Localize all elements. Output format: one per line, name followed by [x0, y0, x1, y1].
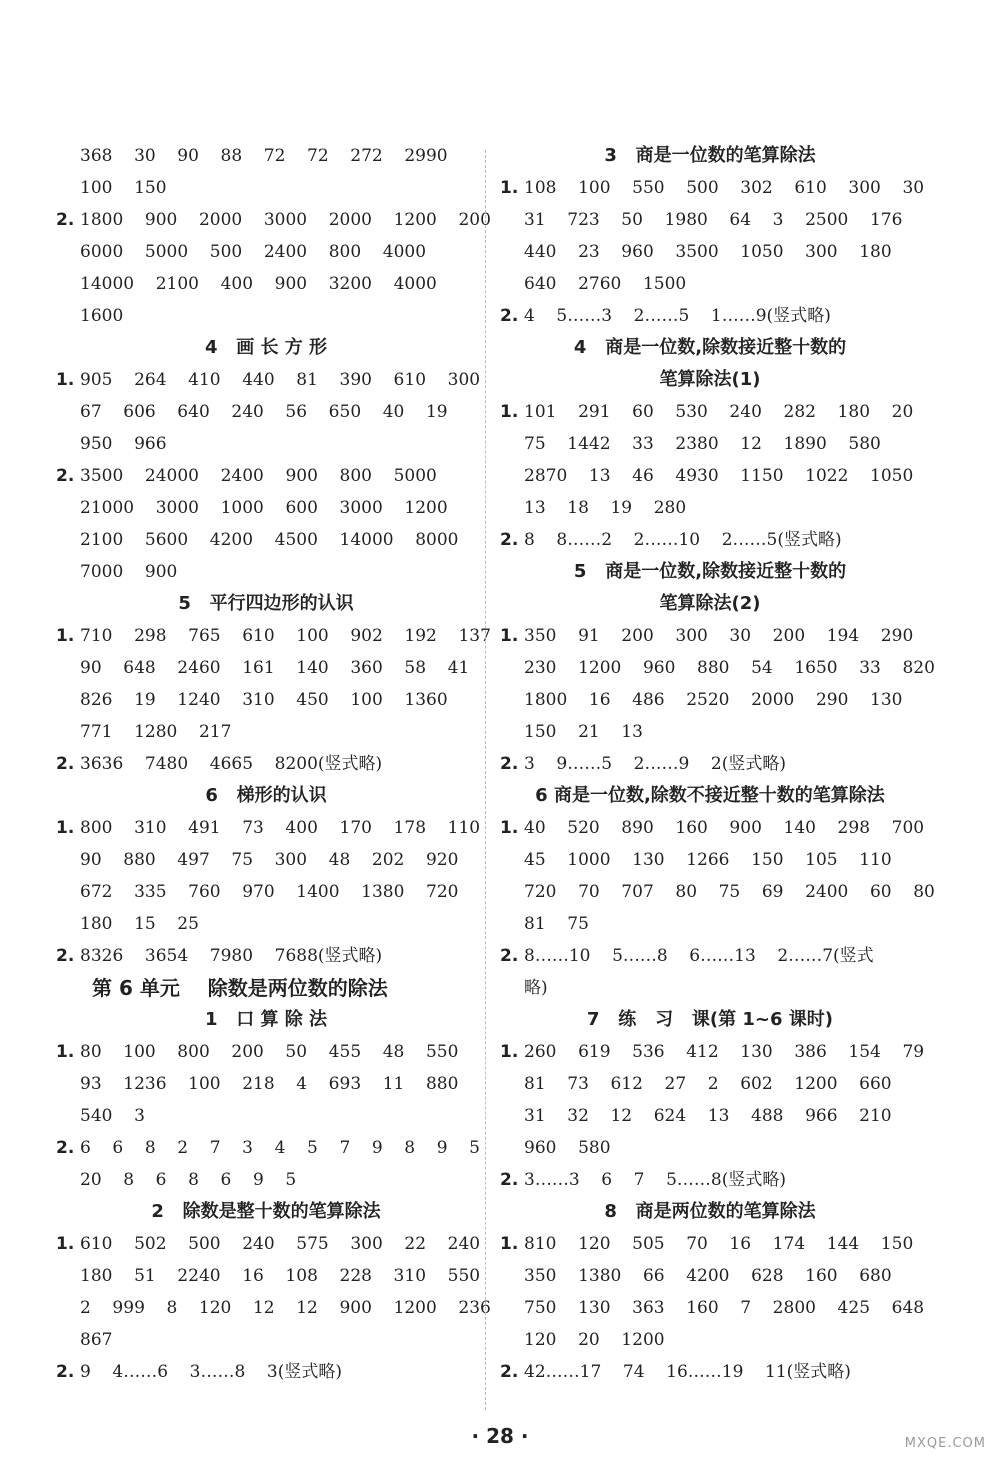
answer-values: 42……17 74 16……19 11(竖式略): [524, 1362, 851, 1382]
answer-line: 93 1236 100 218 4 693 11 880: [80, 1074, 459, 1094]
answer-values: 80 100 800 200 50 455 48 550: [80, 1042, 459, 1062]
question-number: 2.: [56, 1362, 75, 1382]
answer-values: 40 520 890 160 900 140 298 700: [524, 818, 925, 838]
answer-line: 2100 5600 4200 4500 14000 8000: [80, 530, 459, 550]
section-heading: 6 梯形的认识: [205, 785, 327, 806]
answer-line: 826 19 1240 310 450 100 1360: [80, 690, 448, 710]
question-number: 2.: [56, 210, 75, 230]
answer-values: 810 120 505 70 16 174 144 150: [524, 1234, 914, 1254]
answer-line: 45 1000 130 1266 150 105 110: [524, 850, 892, 870]
answer-line: 440 23 960 3500 1050 300 180: [524, 242, 892, 262]
answer-values: 610 502 500 240 575 300 22 240: [80, 1234, 481, 1254]
section-heading: 5 商是一位数,除数接近整十数的: [573, 561, 847, 582]
answer-line: 867: [80, 1330, 113, 1350]
answer-line: [500, 940, 920, 972]
answer-line: [56, 1356, 476, 1388]
question-number: 2.: [500, 1362, 519, 1382]
answer-line: [500, 1228, 920, 1260]
question-number: 2.: [500, 946, 519, 966]
right-column: [500, 140, 935, 1388]
answer-values: 3 9……5 2……9 2(竖式略): [524, 754, 787, 774]
answer-values: 710 298 765 610 100 902 192 137: [80, 626, 491, 646]
answer-line: [500, 1164, 920, 1196]
section-heading: 1 口 算 除 法: [204, 1009, 328, 1030]
answer-line: 230 1200 960 880 54 1650 33 820: [524, 658, 935, 678]
answer-line: [56, 364, 481, 396]
unit-heading: 第 6 单元 除数是两位数的除法: [92, 976, 388, 1000]
answer-line: 2 999 8 120 12 12 900 1200 236: [80, 1298, 491, 1318]
question-number: 2.: [56, 466, 75, 486]
answer-line: [500, 524, 920, 556]
answer-line: 120 20 1200: [524, 1330, 665, 1350]
answer-line: [500, 1356, 920, 1388]
section-heading: 5 平行四边形的认识: [178, 593, 354, 614]
answer-line: 1800 16 486 2520 2000 290 130: [524, 690, 903, 710]
answer-line: 2870 13 46 4930 1150 1022 1050: [524, 466, 914, 486]
question-number: 2.: [500, 306, 519, 326]
answer-values: 4 5……3 2……5 1……9(竖式略): [524, 306, 831, 326]
question-number: 1.: [500, 1234, 519, 1254]
section-heading: 4 画 长 方 形: [204, 337, 328, 358]
section-heading: 7 练 习 课(第 1~6 课时): [586, 1009, 834, 1030]
question-number: 1.: [56, 626, 75, 646]
answer-line: [500, 620, 920, 652]
answer-line: [56, 460, 476, 492]
section-heading: 8 商是两位数的笔算除法: [604, 1201, 816, 1222]
answer-line: 350 1380 66 4200 628 160 680: [524, 1266, 892, 1286]
watermark-text: MXQE.COM: [904, 1436, 986, 1451]
answer-line: 950 966: [80, 434, 167, 454]
section-heading: 笔算除法(2): [659, 593, 761, 614]
question-number: 1.: [500, 818, 519, 838]
answer-values: 350 91 200 300 30 200 194 290: [524, 626, 914, 646]
answer-values: 8……10 5……8 6……13 2……7(竖式: [524, 946, 874, 966]
section-heading: 3 商是一位数的笔算除法: [604, 145, 816, 166]
left-column: [56, 140, 491, 1388]
question-number: 1.: [56, 1234, 75, 1254]
answer-line: 750 130 363 160 7 2800 425 648: [524, 1298, 925, 1318]
answer-values: 9 4……6 3……8 3(竖式略): [80, 1362, 343, 1382]
answer-line: 31 32 12 624 13 488 966 210: [524, 1106, 892, 1126]
answer-line: [500, 300, 920, 332]
answer-line: 540 3: [80, 1106, 145, 1126]
answer-line: 180 51 2240 16 108 228 310 550: [80, 1266, 481, 1286]
answer-line: [56, 620, 491, 652]
answer-line: 6000 5000 500 2400 800 4000: [80, 242, 427, 262]
column-divider: [485, 150, 486, 1410]
answer-values: 108 100 550 500 302 610 300 30: [524, 178, 925, 198]
answer-line: [56, 1036, 476, 1068]
answer-line: [500, 812, 925, 844]
answer-line: 31 723 50 1980 64 3 2500 176: [524, 210, 903, 230]
answer-values: 3636 7480 4665 8200(竖式略): [80, 754, 383, 774]
answer-line: 150 21 13: [524, 722, 643, 742]
question-number: 1.: [56, 370, 75, 390]
question-number: 2.: [56, 754, 75, 774]
answer-line: [500, 1036, 925, 1068]
answer-line: [56, 748, 476, 780]
section-heading: 2 除数是整十数的笔算除法: [151, 1201, 381, 1222]
question-number: 1.: [56, 818, 75, 838]
answer-line: [500, 748, 920, 780]
answer-line: 180 15 25: [80, 914, 199, 934]
answer-line: 100 150: [80, 178, 167, 198]
question-number: 2.: [56, 946, 75, 966]
section-heading: 6 商是一位数,除数不接近整十数的笔算除法: [535, 785, 885, 806]
answer-values: 101 291 60 530 240 282 180 20: [524, 402, 914, 422]
answer-line: 67 606 640 240 56 650 40 19: [80, 402, 448, 422]
answer-line: [56, 1132, 480, 1164]
answer-line: 640 2760 1500: [524, 274, 687, 294]
page-number: · 28 ·: [471, 1424, 529, 1448]
question-number: 1.: [56, 1042, 75, 1062]
answer-line: [500, 172, 925, 204]
answer-values: 8 8……2 2……10 2……5(竖式略): [524, 530, 842, 550]
question-number: 2.: [500, 754, 519, 774]
question-number: 2.: [56, 1138, 75, 1158]
answer-line: 20 8 6 8 6 9 5: [80, 1170, 297, 1190]
answer-line: [56, 940, 476, 972]
answer-line: 1600: [80, 306, 124, 326]
answer-line: 21000 3000 1000 600 3000 1200: [80, 498, 448, 518]
answer-values: 800 310 491 73 400 170 178 110: [80, 818, 481, 838]
answer-line: 略): [524, 978, 548, 998]
answer-values: 905 264 410 440 81 390 610 300: [80, 370, 481, 390]
answer-line: 960 580: [524, 1138, 611, 1158]
section-heading: 笔算除法(1): [659, 369, 761, 390]
answer-values: 3……3 6 7 5……8(竖式略): [524, 1170, 787, 1190]
question-number: 2.: [500, 530, 519, 550]
answer-line: [56, 204, 491, 236]
answer-line: 90 648 2460 161 140 360 58 41: [80, 658, 470, 678]
answer-values: 3500 24000 2400 900 800 5000: [80, 466, 437, 486]
answer-line: [56, 812, 481, 844]
answer-line: 81 75: [524, 914, 589, 934]
answer-line: 7000 900: [80, 562, 178, 582]
answer-values: 1800 900 2000 3000 2000 1200 200: [80, 210, 491, 230]
answer-line: 672 335 760 970 1400 1380 720: [80, 882, 459, 902]
answer-line: 90 880 497 75 300 48 202 920: [80, 850, 459, 870]
answer-line: 368 30 90 88 72 72 272 2990: [80, 146, 448, 166]
question-number: 1.: [500, 178, 519, 198]
answer-line: 14000 2100 400 900 3200 4000: [80, 274, 437, 294]
answer-line: 75 1442 33 2380 12 1890 580: [524, 434, 881, 454]
answer-line: 13 18 19 280: [524, 498, 687, 518]
answer-line: [56, 1228, 481, 1260]
question-number: 1.: [500, 402, 519, 422]
answer-line: [500, 396, 920, 428]
question-number: 1.: [500, 1042, 519, 1062]
answer-line: 771 1280 217: [80, 722, 232, 742]
question-number: 1.: [500, 626, 519, 646]
answer-values: 260 619 536 412 130 386 154 79: [524, 1042, 925, 1062]
question-number: 2.: [500, 1170, 519, 1190]
answer-line: 81 73 612 27 2 602 1200 660: [524, 1074, 892, 1094]
answer-values: 8326 3654 7980 7688(竖式略): [80, 946, 383, 966]
section-heading: 4 商是一位数,除数接近整十数的: [573, 337, 847, 358]
answer-line: 720 70 707 80 75 69 2400 60 80: [524, 882, 935, 902]
answer-values: 6 6 8 2 7 3 4 5 7 9 8 9 5: [80, 1138, 480, 1158]
